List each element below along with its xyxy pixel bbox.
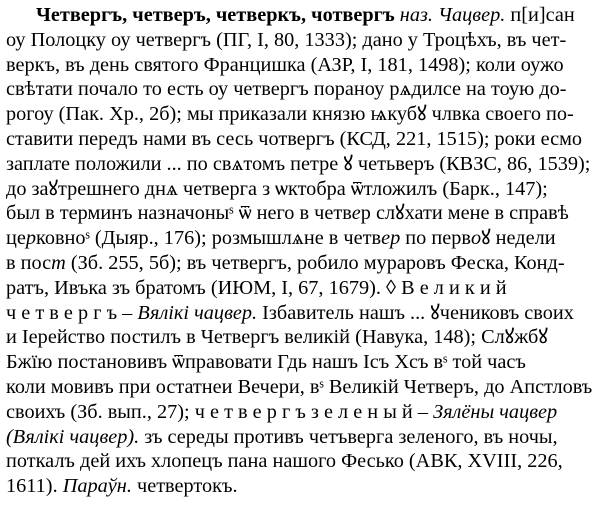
entry-text: своихъ (Зб. вып., 27); ч е т в е р г ъ з е л е н ы й – [6, 400, 434, 423]
entry-text: ꙋ недели [481, 227, 556, 250]
entry-line [6, 276, 602, 301]
entry-text: п[и]сан [505, 4, 575, 26]
italic-text: е [351, 202, 361, 225]
entry-text: до заꙋтрешнего днѧ четверга з ѡктобра ѿтложилъ (Барк., 147); [6, 177, 548, 200]
entry-line [6, 28, 602, 53]
entry-text: (Зб. 255, 5б); въ четвергъ, робило мураровъ Феска, Конд- [65, 251, 565, 274]
entry-text: коли мовивъ при остатнеи Вечери, вˢ Великій Четверъ, до Апстловъ [6, 375, 593, 398]
entry-text: це [6, 227, 26, 250]
entry-line [6, 152, 602, 177]
italic-text: (Вялікі чацвер). [6, 425, 140, 448]
entry-line [6, 3, 602, 28]
entry-line [6, 127, 602, 152]
entry-text: заплате положили ... по свѧтомъ петре ꙋ четьверъ (КВЗС, 86, 1539); [6, 152, 591, 175]
italic-text: Зялёны чацвер [433, 400, 558, 423]
entry-text: 1611). [6, 475, 63, 498]
entry-text: оу Полоцку оу четвергъ (ПГ, I, 80, 1333); дано у Троцѣхъ, въ чет- [6, 28, 567, 51]
entry-line [6, 251, 602, 276]
entry-text: и Іерейство постилъ в Четвергъ великій (Навука, 148); Слꙋжбꙋ [6, 326, 548, 349]
entry-line [6, 425, 602, 450]
entry-text: веркъ, въ день святого Францишка (АЗР, I, 181, 1498); коли оужо [6, 53, 564, 76]
entry-text: по перв [400, 227, 471, 250]
entry-text: ставити передъ нами въ сесь чотвергъ (КСД, 221, 1515); роки есмо [6, 127, 583, 150]
entry-line [6, 77, 602, 102]
entry-text: рогоу (Пак. Хр., 2б); мы приказали князю ѩкубꙋ члвка своего по- [6, 103, 574, 126]
entry-line [6, 350, 602, 375]
entry-text: поткалъ дей ихъ хлопецъ пана нашого Фесько (АВК, XVIII, 226, [6, 450, 563, 473]
italic-text: о [470, 227, 482, 250]
entry-text: р слꙋхати мене в справѣ [360, 202, 569, 225]
entry-line [6, 53, 602, 78]
entry-text: ковноˢ (Дыяр., 176); розмышлѧне в четв [36, 227, 382, 250]
headword: Четвергъ, четверъ, четверкъ, чотвергъ [36, 4, 395, 26]
italic-text: ер [381, 227, 401, 250]
entry-line [6, 449, 602, 474]
entry-line [6, 474, 602, 499]
entry-line [6, 375, 602, 400]
entry-text: был в терминъ назначоныˢ ѿ него в четв [6, 202, 352, 225]
entry-text: четвертокъ. [131, 475, 238, 498]
entry-line [6, 201, 602, 226]
entry-text: зъ середы противъ четъверга зеленого, въ ночы, [139, 425, 558, 448]
entry-text: ч е т в е р г ъ – [6, 301, 138, 324]
entry-text: ратъ, Ивъка зъ братомъ (ИЮМ, I, 67, 1679). ◊ В е л и к и й [6, 276, 507, 299]
italic-text: Вялікі чацвер. [137, 301, 258, 324]
italic-text: Параўн. [62, 475, 132, 498]
entry-text: в пос [6, 251, 52, 274]
entry-text: Бжїю постановивъ ѿправовати Гдь нашъ Ісъ Хсъ вˢ той часъ [6, 351, 526, 374]
entry-line [6, 301, 602, 326]
italic-text: р [25, 227, 36, 250]
entry-line [6, 226, 602, 251]
entry-text: Ізбавитель нашъ ... ꙋчениковъ своих [257, 301, 574, 324]
dictionary-entry [6, 3, 602, 499]
entry-line [6, 400, 602, 425]
entry-line [6, 177, 602, 202]
italic-text: т [51, 251, 66, 274]
entry-text: свѣтати почало то есть оу четвергъ пораноу рѧдилсе на тоую до- [6, 78, 567, 101]
entry-line [6, 325, 602, 350]
italic-text: наз. Чацвер. [399, 4, 506, 26]
entry-line [6, 102, 602, 127]
